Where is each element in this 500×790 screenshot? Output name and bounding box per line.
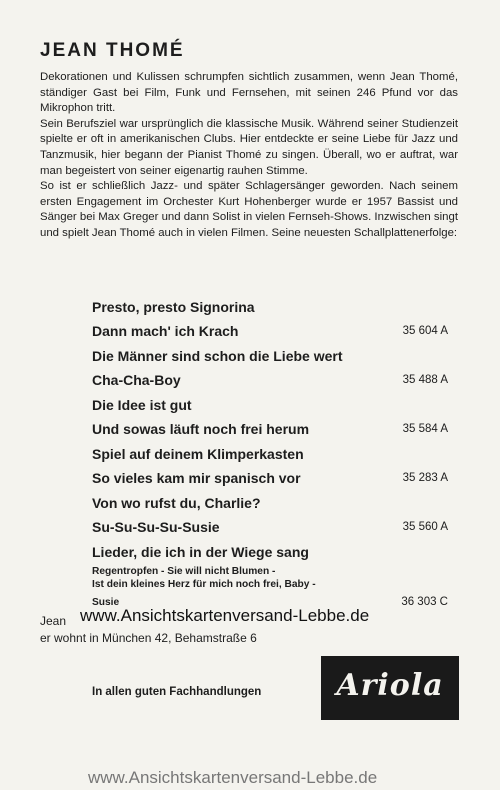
record-title-b: Dann mach' ich Krach — [92, 322, 239, 339]
record-title-b: Su-Su-Su-Su-Susie — [92, 518, 220, 535]
record-title-b-row — [92, 418, 448, 442]
record-item — [92, 492, 448, 539]
record-number: 35 604 A — [402, 324, 448, 337]
record-title-b-row — [92, 320, 448, 344]
record-subtitle: Regentropfen - Sie will nicht Blumen - — [92, 565, 276, 577]
page-title: JEAN THOMÉ — [40, 40, 185, 61]
record-number: 35 488 A — [402, 373, 448, 386]
record-title-b-row — [92, 369, 448, 393]
record-subtitle: Ist dein kleines Herz für mich noch frei, Baby - — [92, 579, 316, 590]
contact-line: er wohnt in München 42, Behamstraße 6 — [40, 631, 257, 645]
biography — [40, 70, 458, 242]
bio-paragraph: So ist er schließlich Jazz- und später Schlagersänger geworden. Nach seinem ersten Engagement im Orchester Kurt Hohenberger wurde er 1957 Bassist und Sänger bei Max Greger und dann Solist in vielen Fernseh-Shows. Inzwischen singt und spielt Jean Thomé auch in vielen Filmen. Seine neuesten Schallplattenerfolge: — [40, 180, 458, 239]
retail-note: In allen guten Fachhandlungen — [92, 686, 262, 698]
record-item — [92, 345, 448, 392]
record-title-a: Von wo rufst du, Charlie? — [92, 495, 261, 511]
ariola-logo — [321, 656, 459, 720]
record-item-last — [92, 541, 448, 610]
record-title-b: So vieles kam mir spanisch vor — [92, 469, 301, 486]
record-subtitle: Susie — [92, 596, 120, 608]
record-list — [92, 296, 448, 612]
record-item — [92, 443, 448, 490]
bio-paragraph: Sein Berufsziel war ursprünglich die klassische Musik. Während seiner Studienzeit spielte er oft in amerikanischen Clubs. Hier entdeckte er seine Liebe für Jazz und Tanzmusik, hier begann der Pianist Thomé zu singen. Überall, wo er auftrat, war man begeistert von seiner eigenartig rauhen Stimme. — [40, 117, 458, 177]
record-number: 35 283 A — [402, 471, 448, 484]
record-item — [92, 394, 448, 441]
record-title-a: Die Männer sind schon die Liebe wert — [92, 348, 343, 364]
record-title-b-row — [92, 467, 448, 491]
watermark-text: www.Ansichtskartenversand-Lebbe.de — [88, 768, 378, 787]
record-title-a: Spiel auf deinem Klimperkasten — [92, 446, 304, 462]
record-number: 35 560 A — [402, 520, 448, 533]
record-title-a: Die Idee ist gut — [92, 397, 192, 413]
record-title-b: Cha-Cha-Boy — [92, 371, 181, 388]
record-item — [92, 296, 448, 343]
watermark-text: www.Ansichtskartenversand-Lebbe.de — [80, 606, 370, 625]
record-number: 36 303 C — [401, 595, 448, 608]
record-title-b: Und sowas läuft noch frei herum — [92, 420, 310, 437]
record-title-b-row — [92, 516, 448, 540]
record-title-a: Presto, presto Signorina — [92, 299, 255, 315]
bio-paragraph: Dekorationen und Kulissen schrumpfen sichtlich zusammen, wenn Jean Thomé, ständiger Gast bei Film, Funk und Fernsehen, mit seinen 246 Pfund vor das Mikrophon tritt. — [40, 71, 458, 115]
record-title-a: Lieder, die ich in der Wiege sang — [92, 544, 309, 560]
contact-line: Jean — [40, 614, 67, 628]
logo-text: Ariola — [336, 668, 444, 703]
record-number: 35 584 A — [402, 422, 448, 435]
